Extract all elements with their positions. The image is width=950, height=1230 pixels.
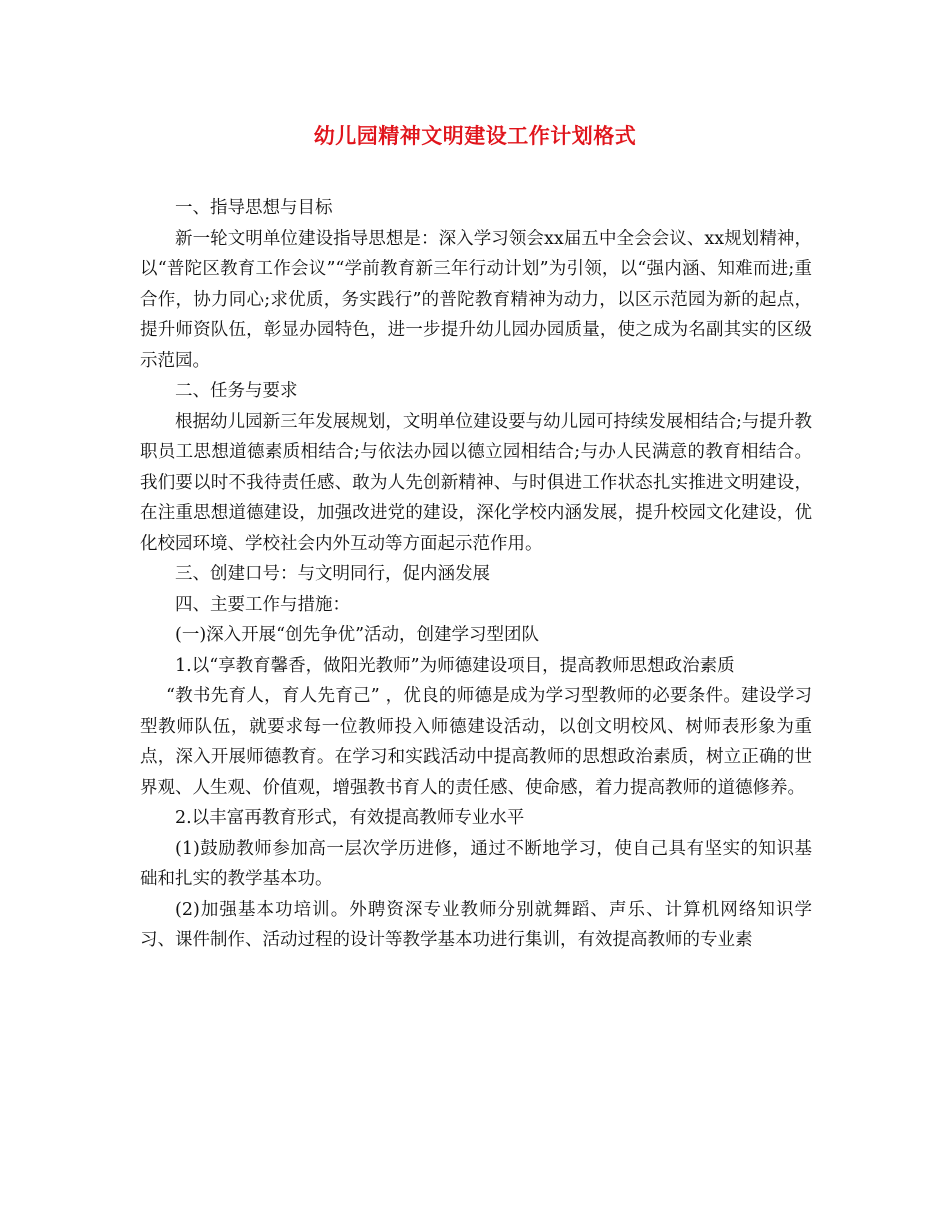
paragraph-teacher-ethics: “教书先育人，育人先育己” ，优良的师德是成为学习型教师的必要条件。建设学习型教师队伍，就要求每一位教师投入师德建设活动，以创文明校风、树师表形象为重点，深入开展师德教育。在学习和实践活动中提高教师的思想政治素质，树立正确的世界观、人生观、价值观，增强教书育人的责任感、使命感，着力提高教师的道德修养。 <box>140 686 812 798</box>
section-heading-slogan: 三、创建口号：与文明同行，促内涵发展 <box>175 564 490 584</box>
section-heading-guiding-ideology: 一、指导思想与目标 <box>175 198 333 218</box>
paragraph-tasks: 根据幼儿园新三年发展规划，文明单位建设要与幼儿园可持续发展相结合;与提升教职员工思想道德素质相结合;与依法办园以德立园相结合;与办人民满意的教育相结合。我们要以时不我待责任感、敢为人先创新精神、与时俱进工作状态扎实推进文明建设，在注重思想道德建设，加强改进党的建设，深化学校内涵发展，提升校园文化建设，优化校园环境、学校社会内外互动等方面起示范作用。 <box>140 411 812 554</box>
paragraph-skill-training: (2)加强基本功培训。外聘资深专业教师分别就舞蹈、声乐、计算机网络知识学习、课件制作、活动过程的设计等教学基本功进行集训，有效提高教师的专业素 <box>140 899 812 950</box>
subsection-heading-learning-team: (一)深入开展“创先争优”活动，创建学习型团队 <box>175 625 540 645</box>
section-heading-tasks: 二、任务与要求 <box>175 381 298 401</box>
paragraph-further-study: (1)鼓励教师参加高一层次学历进修，通过不断地学习，使自己具有坚实的知识基础和扎实的教学基本功。 <box>140 838 812 889</box>
document-body <box>140 193 812 956</box>
section-heading-measures: 四、主要工作与措施： <box>175 594 350 615</box>
document-title: 幼儿园精神文明建设工作计划格式 <box>313 123 637 148</box>
paragraph-guiding-ideology: 新一轮文明单位建设指导思想是：深入学习领会xx届五中全会会议、xx规划精神，以“普陀区教育工作会议”“学前教育新三年行动计划”为引领，以“强内涵、知难而进;重合作，协力同心;求优质，务实践行”的普陀教育精神为动力，以区示范园为新的起点，提升师资队伍，彰显办园特色，进一步提升幼儿园办园质量，使之成为名副其实的区级示范园。 <box>140 228 812 371</box>
item-heading-professional-level: 2.以丰富再教育形式，有效提高教师专业水平 <box>175 808 525 828</box>
item-heading-teacher-ethics: 1.以“享教育馨香，做阳光教师”为师德建设项目，提高教师思想政治素质 <box>175 655 735 676</box>
